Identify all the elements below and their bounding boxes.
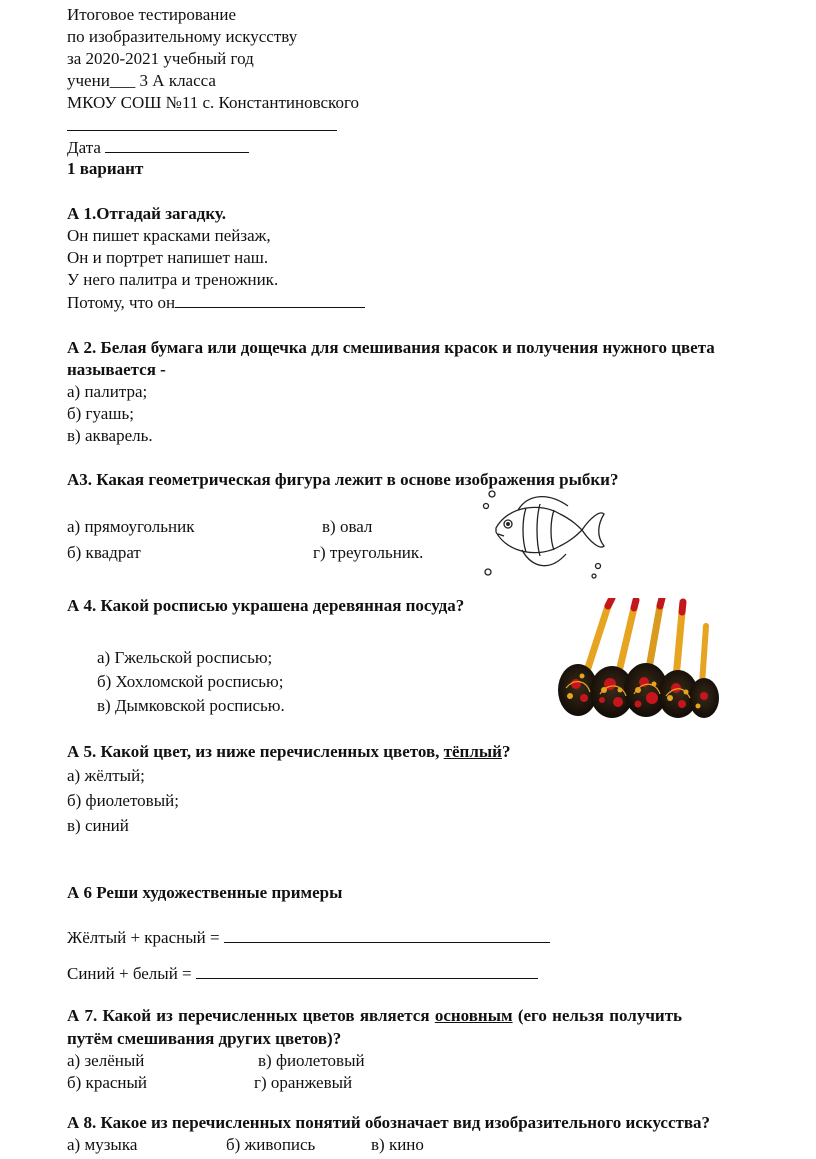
q4-title: А 4. Какой росписью украшена деревянная посуда?: [67, 596, 465, 615]
name-blank-line: [67, 114, 337, 137]
q8-title: А 8. Какое из перечисленных понятий обозначает вид изобразительного искусства?: [67, 1113, 711, 1132]
q3-option-a: а) прямоугольник: [67, 517, 195, 536]
q6-example-1-blank: [224, 926, 550, 943]
q6-example-2: [67, 962, 538, 985]
q8-option-a: а) музыка: [67, 1135, 138, 1154]
q4-option-c: в) Дымковской росписью.: [97, 696, 285, 715]
q1-answer-row: [67, 291, 365, 314]
q7-option-b: б) красный: [67, 1073, 148, 1092]
q1-title: А 1.Отгадай загадку.: [67, 204, 226, 223]
header-line-2: по изобразительному искусству: [67, 27, 298, 46]
q1-line-4: Потому, что он: [67, 293, 176, 312]
q2-option-a: а) палитра;: [67, 382, 148, 401]
date-row: [67, 136, 249, 159]
header-line-1: Итоговое тестирование: [67, 5, 237, 24]
q1-line-3: У него палитра и треножник.: [67, 270, 279, 289]
q6-example-1: [67, 926, 550, 949]
q1-line-2: Он и портрет напишет наш.: [67, 248, 269, 267]
khokhloma-spoons-illustration: [556, 598, 720, 720]
q7-title-end: (его нельзя получить: [512, 1006, 683, 1025]
q2-option-b: б) гуашь;: [67, 404, 134, 423]
variant-label: 1 вариант: [67, 159, 144, 178]
q7-title-start: А 7. Какой из перечисленных цветов является: [67, 1006, 435, 1025]
q5-option-a: а) жёлтый;: [67, 766, 145, 785]
header-line-5: МКОУ СОШ №11 с. Константиновского: [67, 93, 359, 112]
header-line-3: за 2020-2021 учебный год: [67, 49, 254, 68]
q6-example-2-text: Синий + белый =: [67, 964, 192, 983]
q4-option-b: б) Хохломской росписью;: [97, 672, 284, 691]
q2-title-cont: называется -: [67, 360, 166, 379]
q5-title-end: ?: [501, 742, 511, 761]
q5-title-keyword: тёплый: [443, 742, 502, 761]
q1-line-1: Он пишет красками пейзаж,: [67, 226, 271, 245]
q7-option-c: в) фиолетовый: [258, 1051, 365, 1070]
q3-option-b: б) квадрат: [67, 543, 141, 562]
header-line-4: учени___ 3 А класса: [67, 71, 216, 90]
fish-illustration: [478, 484, 608, 580]
q7-title-cont: путём смешивания других цветов)?: [67, 1029, 342, 1048]
q5-option-b: б) фиолетовый;: [67, 791, 179, 810]
q7-title-keyword: основным: [434, 1006, 513, 1025]
q7-option-d: г) оранжевый: [254, 1073, 353, 1092]
q1-answer-blank: [175, 291, 365, 308]
q3-title: А3. Какая геометрическая фигура лежит в основе изображения рыбки?: [67, 470, 619, 489]
q6-example-2-blank: [196, 962, 538, 979]
q8-option-b: б) живопись: [226, 1135, 316, 1154]
q2-title: А 2. Белая бумага или дощечка для смешивания красок и получения нужного цвета: [67, 338, 715, 357]
q6-title: А 6 Реши художественные примеры: [67, 883, 343, 902]
q3-option-d: г) треугольник.: [313, 543, 424, 562]
date-label: Дата: [67, 138, 101, 157]
q5-title: [67, 741, 510, 763]
q5-option-c: в) синий: [67, 816, 129, 835]
date-blank: [105, 136, 249, 153]
q2-option-c: в) акварель.: [67, 426, 153, 445]
q6-example-1-text: Жёлтый + красный =: [67, 928, 220, 947]
q8-option-c: в) кино: [371, 1135, 424, 1154]
q3-option-c: в) овал: [322, 517, 373, 536]
q7-title: [67, 1005, 682, 1027]
q5-title-start: А 5. Какой цвет, из ниже перечисленных цветов,: [67, 742, 444, 761]
q7-option-a: а) зелёный: [67, 1051, 145, 1070]
q4-option-a: а) Гжельской росписью;: [97, 648, 273, 667]
